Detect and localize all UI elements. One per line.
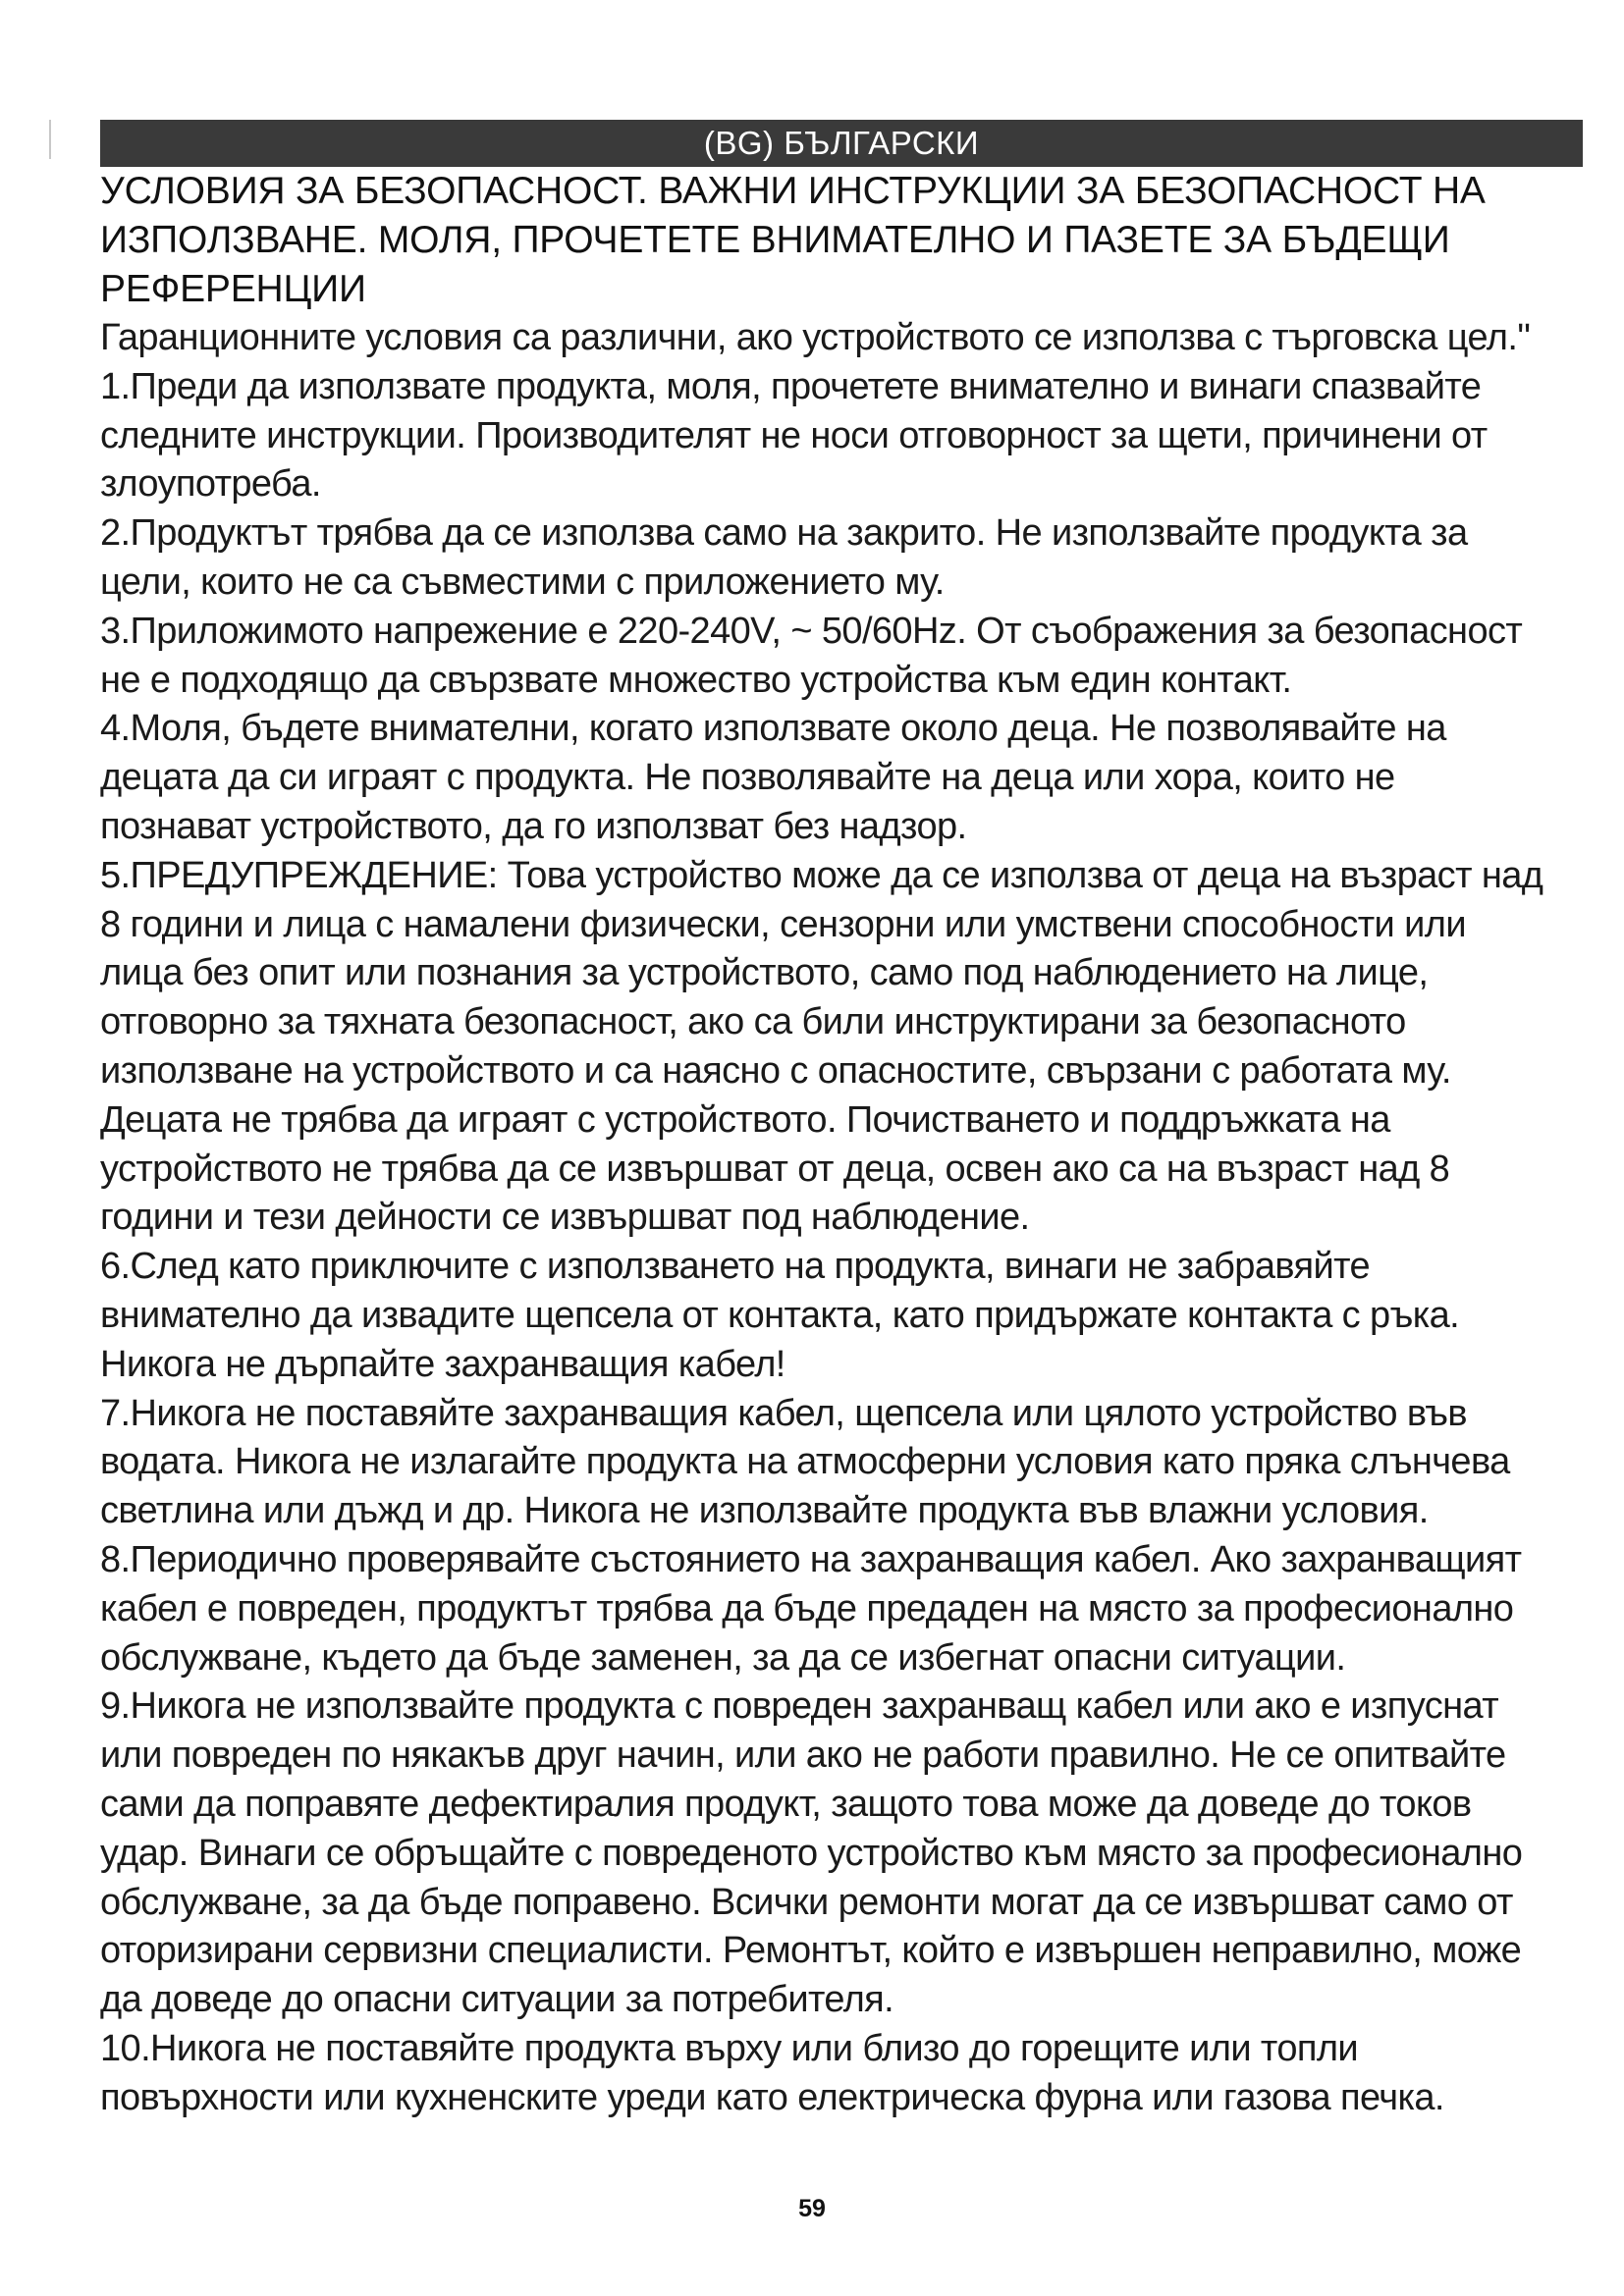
section-title-line: УСЛОВИЯ ЗА БЕЗОПАСНОСТ. ВАЖНИ ИНСТРУКЦИИ ЗА БЕЗОПАСНОСТ НА (100, 170, 1486, 212)
text-line: 6.След като приключите с използването на продукта, винаги не забравяйте (100, 1246, 1371, 1288)
instruction-1 (100, 363, 1583, 509)
warranty-note (100, 314, 1583, 363)
text-line: 9.Никога не използвайте продукта с повреден захранващ кабел или ако е изпуснат (100, 1685, 1498, 1728)
instruction-2 (100, 509, 1583, 608)
text-line: удар. Винаги се обръщайте с повреденото устройство към място за професионално (100, 1832, 1523, 1874)
text-line: обслужване, където да бъде заменен, за да се избегнат опасни ситуации. (100, 1636, 1346, 1679)
text-line: 10.Никога не поставяйте продукта върху или близо до горещите или топли (100, 2027, 1359, 2069)
text-line: 3.Приложимото напрежение е 220-240V, ~ 50/60Hz. От съображения за безопасност (100, 610, 1523, 652)
instruction-8 (100, 1536, 1583, 1682)
text-line: Децата не трябва да играят с устройството. Почистването и поддръжката на (100, 1098, 1390, 1141)
text-line: години и тези дейности се извършват под наблюдение. (100, 1197, 1030, 1239)
instruction-3 (100, 608, 1583, 706)
text-line: кабел е повреден, продуктът трябва да бъде предаден на място за професионално (100, 1587, 1514, 1629)
text-line: не е подходящо да свързвате множество устройства към един контакт. (100, 659, 1292, 701)
section-title (100, 167, 1583, 314)
instruction-10 (100, 2025, 1583, 2123)
text-line: използване на устройството и са наясно с опасностите, свързани с работата му. (100, 1049, 1451, 1092)
text-line: да доведе до опасни ситуации за потребителя. (100, 1979, 894, 2021)
text-line: 7.Никога не поставяйте захранващия кабел, щепсела или цялото устройство във (100, 1392, 1467, 1434)
text-line: злоупотреба. (100, 463, 321, 506)
language-header-bar (100, 120, 1583, 167)
instruction-6 (100, 1243, 1583, 1389)
text-line: повърхности или кухненските уреди като електрическа фурна или газова печка. (100, 2076, 1444, 2118)
text-line: децата да си играят с продукта. Не позволявайте на деца или хора, които не (100, 757, 1395, 799)
instruction-9 (100, 1682, 1583, 2025)
instruction-4 (100, 705, 1583, 851)
text-line: 2.Продуктът трябва да се използва само на закрито. Не използвайте продукта за (100, 512, 1468, 555)
text-line: оторизирани сервизни специалисти. Ремонтът, който е извършен неправилно, може (100, 1930, 1522, 1972)
text-line: устройството не трябва да се извършват от деца, освен ако са на възраст над 8 (100, 1148, 1450, 1190)
text-line: 8 години и лица с намалени физически, сензорни или умствени способности или (100, 903, 1466, 945)
text-line: 4.Моля, бъдете внимателни, когато използвате около деца. Не позволявайте на (100, 708, 1446, 750)
text-line: познават устройството, да го използват без надзор. (100, 805, 967, 847)
text-line: 8.Периодично проверявайте състоянието на захранващия кабел. Ако захранващият (100, 1538, 1522, 1580)
instruction-5 (100, 852, 1583, 1243)
text-line: Гаранционните условия са различни, ако устройството се използва с търговска цел." (100, 317, 1531, 358)
text-line: 1.Преди да използвате продукта, моля, прочетете внимателно и винаги спазвайте (100, 365, 1482, 407)
text-line: 5.ПРЕДУПРЕЖДЕНИЕ: Това устройство може да се използва от деца на възраст над (100, 854, 1543, 896)
text-line: обслужване, за да бъде поправено. Всички ремонти могат да се извършват само от (100, 1881, 1513, 1923)
language-label: (BG) БЪЛГАРСКИ (703, 125, 980, 161)
text-line: светлина или дъжд и др. Никога не използвайте продукта във влажни условия. (100, 1490, 1429, 1532)
section-title-line: ИЗПОЛЗВАНЕ. МОЛЯ, ПРОЧЕТЕТЕ ВНИМАТЕЛНО И ПАЗЕТЕ ЗА БЪДЕЩИ (100, 219, 1450, 261)
section-title-line: РЕФЕРЕНЦИИ (100, 268, 366, 310)
text-line: сами да поправяте дефектиралия продукт, защото това може да доведе до токов (100, 1783, 1472, 1825)
text-line: цели, които не са съвместими с приложението му. (100, 561, 945, 603)
text-line: следните инструкции. Производителят не носи отговорност за щети, причинени от (100, 414, 1488, 456)
page-number: 59 (798, 2195, 826, 2222)
text-line: отговорно за тяхната безопасност, ако са били инструктирани за безопасното (100, 1001, 1406, 1043)
margin-mark (49, 120, 51, 159)
instruction-7 (100, 1390, 1583, 1536)
text-line: водата. Никога не излагайте продукта на атмосферни условия като пряка слънчева (100, 1441, 1510, 1483)
document-body (100, 167, 1583, 2122)
text-line: лица без опит или познания за устройството, само под наблюдението на лице, (100, 952, 1429, 994)
text-line: или повреден по някакъв друг начин, или ако не работи правилно. Не се опитвайте (100, 1735, 1506, 1777)
text-line: Никога не дърпайте захранващия кабел! (100, 1343, 785, 1385)
text-line: внимателно да извадите щепсела от контакта, като придържате контакта с ръка. (100, 1294, 1460, 1336)
